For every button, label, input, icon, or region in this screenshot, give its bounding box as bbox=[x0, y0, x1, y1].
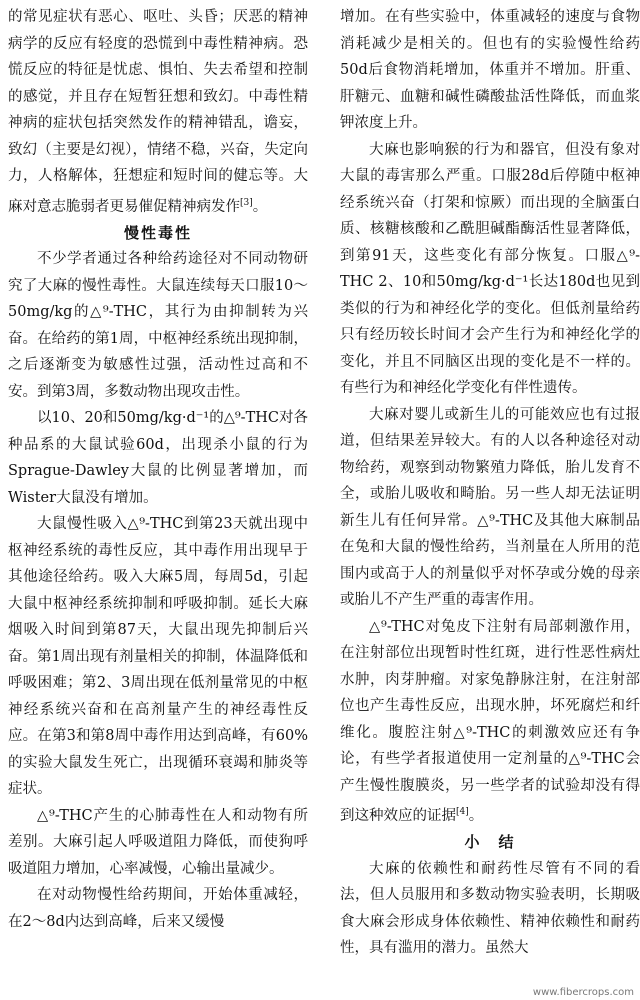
paragraph: △⁹-THC对兔皮下注射有局部刺激作用，在注射部位出现暂时性红斑，进行性恶性病灶水肿，肉芽肿瘤。对家兔静脉注射，在注射部位也产生毒性反应，出现水肿，坏死腐烂和纤维化。腹腔注射△⁹-THC的刺激效应还有争论，有些学者报道使用一定剂量的△⁹-THC会产生慢性腹膜炎，另一些学者的试验却没有得到这种效应的证据[4]。 bbox=[340, 618, 640, 824]
section-title-chronic-toxicity: 慢性毒性 bbox=[123, 223, 192, 242]
paragraph: 在对动物慢性给药期间，开始体重减轻，在2～8d内达到高峰，后来又缓慢 bbox=[8, 887, 308, 930]
intro-paragraph: 的常见症状有恶心、呕吐、头昏；厌恶的精神病学的反应有轻度的恐慌到中毒性精神病。恐慌反应的特征是忧虑、惧怕、失去希望和控制的感觉，并且存在短暂狂想和致幻。中毒性精神病的症状包括突然发作的精神错乱，谵妄，致幻（主要是幻视），情绪不稳，兴奋，失定向力，人格解体，狂想症和短时间的健忘等。大麻对意志脆弱者更易催促精神病发作[3]。 bbox=[8, 9, 308, 215]
citation-ref: [3] bbox=[240, 197, 253, 208]
left-column bbox=[8, 4, 308, 935]
continued-paragraph: 增加。在有些实验中，体重减轻的速度与食物消耗减少是相关的。但也有的实验慢性给药50d后食物消耗增加，体重并不增加。肝重、肝糖元、血糖和碱性磷酸盐活性降低，而血浆钾浓度上升。 bbox=[340, 9, 640, 131]
citation-ref: [4] bbox=[456, 807, 469, 817]
paragraph: 大麻对婴儿或新生儿的可能效应也有过报道，但结果差异较大。有的人以各种途径对动物给药，观察到动物繁殖力降低，胎儿发育不全，或胎儿吸收和畸胎。另一些人却无法证明新生儿有任何异常。△⁹-THC及其他大麻制品在兔和大鼠的慢性给药，当剂量在人所用的范围内或高于人的剂量似乎对怀孕或分娩的母亲或胎儿不产生严重的毒害作用。 bbox=[340, 406, 640, 608]
paragraph: △⁹-THC产生的心肺毒性在人和动物有所差别。大麻引起人呼吸道阻力降低，而使狗呼吸道阻力增加，心率减慢，心输出量减少。 bbox=[8, 807, 308, 877]
section-title-summary: 小 结 bbox=[464, 833, 516, 852]
right-column bbox=[340, 4, 640, 962]
paragraph: 不少学者通过各种给药途径对不同动物研究了大麻的慢性毒性。大鼠连续每天口服10～50mg/kg的△⁹-THC，其行为由抑制转为兴奋。在给药的第1周，中枢神经系统出现抑制，之后逐渐变为敏感性过强，活动性过高和不安。到第3周，多数动物出现攻击性。 bbox=[8, 251, 308, 400]
paragraph: 大麻也影响猴的行为和器官，但没有象对大鼠的毒害那么严重。口服28d后停随中枢神经系统兴奋（打架和惊厥）而出现的全脑蛋白质、核糖核酸和乙酰胆碱酯酶活性显著降低，到第91天，这些变化有部分恢复。口服△⁹-THC 2、10和50mg/kg·d⁻¹长达180d也见到类似的行为和神经化学的变化。但低剂量给药只有经历较长时间才会产生行为和神经化学的变化，并且不同脑区出现的变化是不一样的。有些行为和神经化学变化有伴性遗传。 bbox=[340, 141, 640, 396]
paragraph: 大麻的依赖性和耐药性尽管有不同的看法，但人员服用和多数动物实验表明，长期吸食大麻会形成身体依赖性、精神依赖性和耐药性，具有滥用的潜力。虽然大 bbox=[340, 860, 640, 957]
watermark: www.fibercrops.com bbox=[532, 987, 634, 998]
paragraph: 大鼠慢性吸入△⁹-THC到第23天就出现中枢神经系统的毒性反应，其中毒作用出现早于其他途径给药。吸入大麻5周，每周5d，引起大鼠中枢神经系统抑制和呼吸抑制。延长大麻烟吸入时间到第87天，大鼠出现先抑制后兴奋。第1周出现有剂量相关的抑制，体温降低和呼吸困难；第2、3周出现在低剂量常见的中枢神经系统兴奋和在高剂量产生的神经毒性反应。在第3和第8周中毒作用达到高峰，有60%的实验大鼠发生死亡，出现循环衰竭和肺炎等症状。 bbox=[8, 516, 308, 798]
paragraph: 以10、20和50mg/kg·d⁻¹的△⁹-THC对各种品系的大鼠试验60d，出现杀小鼠的行为Sprague-Dawley大鼠的比例显著增加，而Wister大鼠没有增加。 bbox=[8, 410, 308, 506]
